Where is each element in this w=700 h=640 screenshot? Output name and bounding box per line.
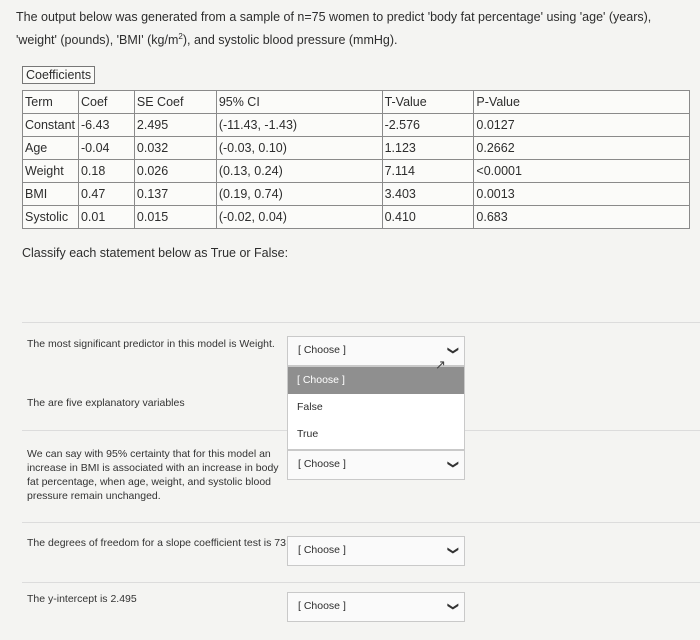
option-false[interactable]: False [297,401,323,413]
cell-ci: (-0.02, 0.04) [216,206,382,229]
cell-se-coef: 0.026 [134,160,216,183]
table-row [23,137,690,160]
cell-se-coef: 0.015 [134,206,216,229]
cell-t-value: 1.123 [382,137,474,160]
header-ci: 95% CI [216,91,382,114]
cell-t-value: 3.403 [382,183,474,206]
cell-coef: 0.18 [78,160,134,183]
question-5-text: The y-intercept is 2.495 [27,593,137,605]
instruction-text: Classify each statement below as True or False: [22,246,289,260]
cell-t-value: -2.576 [382,114,474,137]
select-value: [ Choose ] [298,344,346,356]
cell-p-value: 0.2662 [474,137,690,160]
table-row [23,114,690,137]
question-5-select[interactable] [287,592,465,622]
coefficients-title: Coefficients [22,66,95,84]
chevron-down-icon: ❯ [446,345,459,356]
question-3-select[interactable] [287,450,465,480]
intro-line-1: The output below was generated from a sample of n=75 women to predict 'body fat percentage' using 'age' (years), [16,10,652,24]
header-p-value: P-Value [474,91,690,114]
intro-text [16,8,696,50]
header-se-coef: SE Coef [134,91,216,114]
header-t-value: T-Value [382,91,474,114]
chevron-down-icon: ❯ [446,545,459,556]
divider [22,522,700,523]
intro-superscript: 2 [178,32,183,41]
cell-term: Weight [23,160,79,183]
cell-t-value: 0.410 [382,206,474,229]
cell-coef: 0.01 [78,206,134,229]
select-value: [ Choose ] [298,458,346,470]
table-header-row [23,91,690,114]
cell-ci: (0.13, 0.24) [216,160,382,183]
cell-p-value: 0.0013 [474,183,690,206]
question-2-dropdown-menu[interactable] [287,366,465,450]
cell-se-coef: 0.137 [134,183,216,206]
question-2-text: The are five explanatory variables [27,397,185,409]
cell-p-value: 0.683 [474,206,690,229]
cell-ci: (0.19, 0.74) [216,183,382,206]
cell-se-coef: 0.032 [134,137,216,160]
cell-t-value: 7.114 [382,160,474,183]
header-coef: Coef [78,91,134,114]
cell-coef: -6.43 [78,114,134,137]
intro-line-2-post: ), and systolic blood pressure (mmHg). [182,33,398,48]
chevron-down-icon: ❯ [446,601,459,612]
cell-ci: (-11.43, -1.43) [216,114,382,137]
option-choose[interactable]: [ Choose ] [288,367,464,394]
question-4-select[interactable] [287,536,465,566]
intro-line-2-pre: 'weight' (pounds), 'BMI' (kg/m [16,33,179,48]
question-1-text: The most significant predictor in this model is Weight. [27,338,275,350]
table-row [23,183,690,206]
mouse-pointer-icon: ↗ [435,357,446,372]
divider [22,582,700,583]
option-true[interactable]: True [297,428,319,440]
cell-term: Age [23,137,79,160]
table-row [23,206,690,229]
chevron-down-icon: ❯ [446,459,459,470]
cell-term: Constant [23,114,79,137]
intro-line-2 [16,27,696,50]
question-3-text: We can say with 95% certainty that for this model an increase in BMI is associated with an increase in body fat percentage, when age, weight, and systolic blood pressure remain unchanged. [27,448,279,502]
table-row [23,160,690,183]
select-value: [ Choose ] [298,544,346,556]
cell-se-coef: 2.495 [134,114,216,137]
select-value: [ Choose ] [298,600,346,612]
cell-term: BMI [23,183,79,206]
cell-p-value: 0.0127 [474,114,690,137]
header-term: Term [23,91,79,114]
divider [22,322,700,323]
cell-ci: (-0.03, 0.10) [216,137,382,160]
cell-coef: 0.47 [78,183,134,206]
cell-p-value: <0.0001 [474,160,690,183]
cell-term: Systolic [23,206,79,229]
question-4-text: The degrees of freedom for a slope coefficient test is 73 [27,537,286,549]
coefficients-table [22,90,690,229]
cell-coef: -0.04 [78,137,134,160]
